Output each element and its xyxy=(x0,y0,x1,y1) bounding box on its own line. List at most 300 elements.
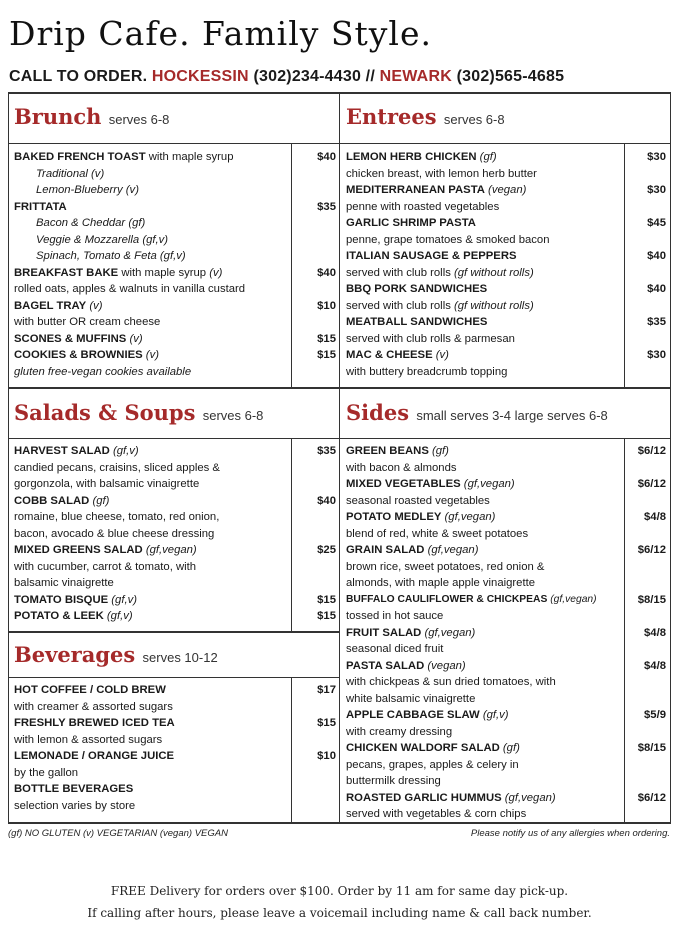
menu-item-price-row xyxy=(292,542,336,559)
menu-item-price-row xyxy=(625,542,666,559)
menu-item-price-row xyxy=(292,781,336,798)
menu-item-name: COBB SALAD xyxy=(14,494,90,507)
allergy-note: Please notify us of any allergies when ordering. xyxy=(470,828,670,839)
menu-item-diet-tag: (v) xyxy=(126,332,143,345)
menu-item-description: romaine, blue cheese, tomato, red onion, xyxy=(14,511,220,523)
menu-item-price-row xyxy=(625,658,666,675)
menu-item-price: $10 xyxy=(317,750,336,762)
menu-item-name: MIXED VEGETABLES xyxy=(346,478,461,490)
menu-item-description: white balsamic vinaigrette xyxy=(346,692,476,705)
menu-item-name-line xyxy=(14,199,245,216)
sides-items xyxy=(346,443,597,823)
menu-item-description: by the gallon xyxy=(14,766,79,779)
menu-item-price: $35 xyxy=(317,200,336,213)
menu-item-description: with lemon & assorted sugars xyxy=(14,733,163,746)
menu-item-description-line xyxy=(346,575,597,592)
menu-item-price-row xyxy=(625,592,666,609)
menu-item-price-row xyxy=(292,281,336,298)
menu-item-description-line xyxy=(14,476,220,493)
beverages-prices xyxy=(292,682,336,814)
menu-item-price-row xyxy=(292,460,336,477)
menu-item-price-row xyxy=(292,364,336,381)
menu-item-name-line xyxy=(346,542,597,559)
center-divider xyxy=(339,92,340,823)
menu-item-name-line xyxy=(14,715,175,732)
menu-item-name: COOKIES & BROWNIES xyxy=(14,349,143,361)
menu-item-description-line xyxy=(346,298,549,315)
menu-item-variant: Traditional (v) xyxy=(36,167,105,180)
entrees-prices xyxy=(625,149,666,380)
menu-item-price-row xyxy=(625,691,666,708)
menu-item-price-row xyxy=(625,298,666,315)
menu-item-price-row xyxy=(292,559,336,576)
phone-newark[interactable]: (302)565-4685 xyxy=(456,68,565,85)
menu-item-description-line xyxy=(346,493,597,510)
menu-item-name-line xyxy=(346,740,597,757)
menu-item-name-line xyxy=(346,149,549,166)
menu-item-price-row xyxy=(625,476,666,493)
menu-item-description: with maple syrup xyxy=(145,151,234,163)
menu-item-name: PASTA SALAD xyxy=(346,659,425,672)
menu-item-description-line xyxy=(346,166,549,183)
menu-item-description: rolled oats, apples & walnuts in vanilla custard xyxy=(14,283,246,295)
menu-item-name-line xyxy=(14,149,245,166)
menu-item-description: almonds, with maple apple vinaigrette xyxy=(346,577,536,589)
menu-item-description-line xyxy=(346,691,597,708)
menu-item-price: $6/12 xyxy=(637,791,666,804)
menu-item-price-row xyxy=(292,526,336,543)
menu-item-description-line xyxy=(14,559,220,576)
menu-item-description: seasonal diced fruit xyxy=(346,643,444,655)
menu-item-price-row xyxy=(292,476,336,493)
menu-item-diet-tag: (gf,vegan) xyxy=(142,544,197,556)
beverages-serves: serves 10-12 xyxy=(142,650,218,665)
menu-item-price-row xyxy=(625,526,666,543)
menu-item-description: with butter OR cream cheese xyxy=(14,316,161,328)
menu-item-price-row xyxy=(625,674,666,691)
menu-item-description-line xyxy=(14,314,245,331)
menu-item-name: ITALIAN SAUSAGE & PEPPERS xyxy=(346,250,517,262)
menu-item-name: ROASTED GARLIC HUMMUS xyxy=(346,791,502,804)
menu-item-price-row xyxy=(625,757,666,774)
menu-item-diet-tag: (gf) xyxy=(89,494,110,507)
menu-item-description: penne, grape tomatoes & smoked bacon xyxy=(346,233,550,246)
menu-item-price-row xyxy=(292,493,336,510)
menu-item-diet-tag: (gf,vegan) xyxy=(460,478,515,490)
menu-item-name: HOT COFFEE / COLD BREW xyxy=(14,684,166,696)
menu-item-name: APPLE CABBAGE SLAW xyxy=(346,709,480,721)
menu-item-description-line xyxy=(346,232,549,249)
menu-item-description-line xyxy=(346,559,597,576)
menu-item-description: with bacon & almonds xyxy=(346,461,457,474)
menu-item-description-line xyxy=(346,773,597,790)
menu-item-variant: Veggie & Mozzarella (gf,v) xyxy=(36,233,169,246)
menu-item-name: MEATBALL SANDWICHES xyxy=(346,316,488,328)
menu-item-description: blend of red, white & sweet potatoes xyxy=(346,527,529,540)
sides-serves: small serves 3-4 large serves 6-8 xyxy=(416,408,608,423)
menu-item-diet-tag: (v) xyxy=(209,266,223,279)
call-to-order xyxy=(9,68,564,86)
menu-item-diet-tag: (gf,v) xyxy=(479,709,509,721)
menu-item-name: BOTTLE BEVERAGES xyxy=(14,783,134,795)
menu-item-diet-tag: (gf,v) xyxy=(108,593,138,606)
menu-item-price: $40 xyxy=(317,151,336,163)
menu-item-diet-tag: (gf,vegan) xyxy=(547,593,597,605)
menu-item-price: $15 xyxy=(317,717,336,729)
menu-item-name: BAKED FRENCH TOAST xyxy=(14,151,146,163)
menu-item-price: $40 xyxy=(647,250,666,262)
menu-item-price-row xyxy=(292,199,336,216)
section-salads-header xyxy=(14,400,263,425)
menu-item-price-row xyxy=(292,699,336,716)
menu-item-price-row xyxy=(625,364,666,381)
menu-item-price-row xyxy=(292,748,336,765)
menu-item-name: BAGEL TRAY xyxy=(14,299,87,312)
menu-item-description-line xyxy=(346,724,597,741)
menu-item-description: bacon, avocado & blue cheese dressing xyxy=(14,527,215,540)
menu-item-price: $15 xyxy=(317,349,336,361)
menu-item-description-line xyxy=(14,215,245,232)
menu-item-description: pecans, grapes, apples & celery in xyxy=(346,758,519,771)
menu-item-description: balsamic vinaigrette xyxy=(14,577,114,589)
menu-item-name: BUFFALO CAULIFLOWER & CHICKPEAS xyxy=(346,593,548,605)
menu-item-description: brown rice, sweet potatoes, red onion & xyxy=(346,560,545,573)
menu-item-price-row xyxy=(292,331,336,348)
footer-delivery: FREE Delivery for orders over $100. Order by 11 am for same day pick-up. xyxy=(110,884,569,898)
menu-item-description-line xyxy=(346,331,549,348)
menu-item-diet-tag: (gf,vegan) xyxy=(421,626,476,639)
menu-item-name-line xyxy=(14,265,245,282)
menu-item-name: MIXED GREENS SALAD xyxy=(14,544,143,556)
menu-item-name-line xyxy=(346,476,597,493)
location-hockessin: HOCKESSIN xyxy=(151,68,249,85)
menu-item-price: $10 xyxy=(317,299,336,312)
menu-item-price: $6/12 xyxy=(637,445,666,457)
menu-item-price-row xyxy=(625,740,666,757)
menu-item-diet-tag: (gf) xyxy=(499,742,520,754)
menu-item-price-row xyxy=(625,347,666,364)
menu-item-description: gorgonzola, with balsamic vinaigrette xyxy=(14,478,200,490)
menu-item-price-row xyxy=(625,493,666,510)
brunch-prices xyxy=(292,149,336,380)
menu-item-price: $25 xyxy=(317,544,336,556)
salads-prices xyxy=(292,443,336,625)
menu-item-description: tossed in hot sauce xyxy=(346,610,444,622)
menu-item-description: selection varies by store xyxy=(14,799,136,812)
menu-item-price: $15 xyxy=(317,593,336,606)
menu-item-price-row xyxy=(625,559,666,576)
menu-item-description-line xyxy=(14,166,245,183)
menu-item-name-line xyxy=(346,347,549,364)
menu-item-price-row xyxy=(625,166,666,183)
phone-hockessin[interactable]: (302)234-4430 // xyxy=(253,68,375,85)
menu-item-description-line xyxy=(14,248,245,265)
menu-item-price: $40 xyxy=(317,494,336,507)
menu-item-price-row xyxy=(292,682,336,699)
menu-item-name: TOMATO BISQUE xyxy=(14,593,109,606)
menu-item-description-line xyxy=(14,364,245,381)
menu-item-price-row xyxy=(292,232,336,249)
menu-item-price-row xyxy=(625,509,666,526)
menu-item-diet-tag: (gf) xyxy=(428,445,449,457)
brunch-serves: serves 6-8 xyxy=(108,112,170,127)
menu-item-price-row xyxy=(292,715,336,732)
menu-item-price-row xyxy=(625,460,666,477)
menu-item-description-line xyxy=(346,199,549,216)
menu-item-name-line xyxy=(346,592,597,609)
menu-item-name: POTATO & LEEK xyxy=(14,610,104,622)
mid-header-underline xyxy=(8,438,671,439)
menu-item-price-row xyxy=(625,641,666,658)
menu-item-diet-tag: (gf without rolls) xyxy=(454,266,534,279)
menu-item-diet-tag: (gf,v) xyxy=(103,610,133,622)
menu-item-name-line xyxy=(14,331,245,348)
menu-item-price-row xyxy=(625,707,666,724)
menu-item-diet-tag: (v) xyxy=(86,299,103,312)
menu-item-name: GARLIC SHRIMP PASTA xyxy=(346,217,476,229)
menu-item-description: with creamy dressing xyxy=(346,725,453,738)
menu-item-name-line xyxy=(14,443,220,460)
menu-item-price: $35 xyxy=(647,316,666,328)
menu-item-name: GRAIN SALAD xyxy=(346,544,425,556)
menu-item-price: $5/9 xyxy=(644,709,666,721)
menu-item-description-line xyxy=(346,526,597,543)
menu-item-price-row xyxy=(625,443,666,460)
menu-item-price: $6/12 xyxy=(637,544,666,556)
menu-item-price-row xyxy=(625,199,666,216)
menu-item-description: served with club rolls & parmesan xyxy=(346,332,515,345)
menu-item-name-line xyxy=(346,281,549,298)
menu-item-name-line xyxy=(346,215,549,232)
menu-item-diet-tag: (v) xyxy=(432,349,449,361)
entrees-items xyxy=(346,149,549,380)
menu-item-description: with maple syrup xyxy=(118,266,210,279)
brunch-items xyxy=(14,149,245,380)
entrees-serves: serves 6-8 xyxy=(443,112,505,127)
menu-item-name: HARVEST SALAD xyxy=(14,445,110,457)
menu-item-description: served with club rolls xyxy=(346,266,454,279)
menu-item-price-row xyxy=(625,149,666,166)
menu-item-price: $15 xyxy=(317,332,336,345)
menu-item-price-row xyxy=(292,347,336,364)
menu-item-name-line xyxy=(14,347,245,364)
menu-item-description: chicken breast, with lemon herb butter xyxy=(346,167,537,180)
menu-item-description-line xyxy=(346,674,597,691)
sides-title: Sides xyxy=(346,400,410,425)
menu-item-diet-tag: (v) xyxy=(142,349,159,361)
menu-item-price-row xyxy=(625,215,666,232)
menu-item-price-row xyxy=(625,625,666,642)
menu-item-price-row xyxy=(625,314,666,331)
menu-item-price-row xyxy=(292,509,336,526)
salads-title: Salads & Soups xyxy=(14,400,196,425)
menu-item-price-row xyxy=(625,265,666,282)
menu-item-description-line xyxy=(14,182,245,199)
menu-item-description-line xyxy=(14,460,220,477)
menu-item-description-line xyxy=(14,232,245,249)
menu-item-price: $15 xyxy=(317,610,336,622)
menu-item-description: served with club rolls xyxy=(346,299,454,312)
menu-item-variant: Lemon-Blueberry (v) xyxy=(36,184,139,196)
menu-item-name-line xyxy=(14,592,220,609)
menu-item-name: POTATO MEDLEY xyxy=(346,511,442,523)
menu-item-price-row xyxy=(292,248,336,265)
menu-item-price-row xyxy=(292,732,336,749)
menu-item-name-line xyxy=(14,542,220,559)
section-brunch-header xyxy=(14,104,169,129)
menu-item-price-row xyxy=(292,592,336,609)
menu-item-name: BREAKFAST BAKE xyxy=(14,266,119,279)
menu-item-name: SCONES & MUFFINS xyxy=(14,332,127,345)
menu-item-price-row xyxy=(625,232,666,249)
menu-item-name: LEMONADE / ORANGE JUICE xyxy=(14,750,175,762)
menu-item-description-line xyxy=(346,641,597,658)
menu-item-price-row xyxy=(292,608,336,625)
menu-item-description-line xyxy=(14,798,175,815)
menu-item-name: MEDITERRANEAN PASTA xyxy=(346,184,485,196)
menu-item-price: $8/15 xyxy=(637,593,666,606)
menu-item-description: candied pecans, craisins, sliced apples & xyxy=(14,461,220,474)
menu-item-price-row xyxy=(625,608,666,625)
menu-item-price-row xyxy=(292,182,336,199)
section-sides-header xyxy=(346,400,608,425)
menu-item-diet-tag: (vegan) xyxy=(484,184,527,196)
page-title: Drip Cafe. Family Style. xyxy=(9,14,432,53)
menu-item-price: $40 xyxy=(317,266,336,279)
menu-item-name-line xyxy=(346,707,597,724)
menu-item-price: $40 xyxy=(647,283,666,295)
menu-item-price-row xyxy=(292,765,336,782)
entrees-title: Entrees xyxy=(346,104,437,129)
menu-item-name-line xyxy=(14,748,175,765)
beverages-divider xyxy=(8,631,340,633)
menu-item-description-line xyxy=(346,806,597,823)
menu-item-price-row xyxy=(625,248,666,265)
menu-item-name-line xyxy=(346,509,597,526)
menu-item-description: with creamer & assorted sugars xyxy=(14,700,173,713)
menu-item-diet-tag: (gf,vegan) xyxy=(424,544,479,556)
call-prefix: CALL TO ORDER. xyxy=(9,68,148,85)
menu-item-price-row xyxy=(625,724,666,741)
section-entrees-header xyxy=(346,104,505,129)
menu-item-price-row xyxy=(625,182,666,199)
mid-divider xyxy=(8,387,671,389)
menu-item-price: $6/12 xyxy=(637,478,666,490)
menu-item-price: $45 xyxy=(647,217,666,229)
menu-item-diet-tag: (gf,v) xyxy=(109,445,139,457)
menu-item-price: $17 xyxy=(317,684,336,696)
menu-item-price: $35 xyxy=(317,445,336,457)
menu-item-name-line xyxy=(346,790,597,807)
menu-item-name-line xyxy=(346,182,549,199)
menu-item-description-line xyxy=(346,265,549,282)
menu-item-description: served with vegetables & corn chips xyxy=(346,808,527,820)
menu-item-price-row xyxy=(292,265,336,282)
menu-item-price: $30 xyxy=(647,184,666,196)
menu-item-name-line xyxy=(346,248,549,265)
menu-item-description-line xyxy=(14,765,175,782)
menu-item-price: $8/15 xyxy=(637,742,666,754)
salads-serves: serves 6-8 xyxy=(202,408,264,423)
menu-item-price-row xyxy=(292,298,336,315)
menu-item-description: with cucumber, carrot & tomato, with xyxy=(14,560,197,573)
menu-item-price-row xyxy=(625,575,666,592)
menu-item-price-row xyxy=(292,149,336,166)
menu-item-description-line xyxy=(346,364,549,381)
section-beverages-header xyxy=(14,642,218,667)
menu-item-diet-tag: (vegan) xyxy=(424,659,466,672)
menu-item-description-line xyxy=(346,608,597,625)
menu-item-description-line xyxy=(346,460,597,477)
menu-item-price-row xyxy=(625,806,666,823)
menu-item-name: MAC & CHEESE xyxy=(346,349,433,361)
menu-item-price-row xyxy=(625,331,666,348)
menu-item-description: penne with roasted vegetables xyxy=(346,200,500,213)
menu-item-name: CHICKEN WALDORF SALAD xyxy=(346,742,500,754)
menu-item-name-line xyxy=(346,625,597,642)
menu-item-price-row xyxy=(625,790,666,807)
menu-item-price: $4/8 xyxy=(644,626,666,639)
menu-item-description-line xyxy=(14,509,220,526)
menu-item-name: FRUIT SALAD xyxy=(346,626,422,639)
menu-item-diet-tag: (gf) xyxy=(476,151,497,163)
footer-voicemail: If calling after hours, please leave a voicemail including name & call back number. xyxy=(87,906,592,920)
sides-prices xyxy=(625,443,666,823)
menu-item-name: GREEN BEANS xyxy=(346,445,429,457)
menu-item-price-row xyxy=(292,798,336,815)
menu-item-name: FRESHLY BREWED ICED TEA xyxy=(14,717,175,729)
menu-item-description: seasonal roasted vegetables xyxy=(346,494,490,507)
menu-item-name-line xyxy=(346,658,597,675)
menu-item-description-line xyxy=(14,575,220,592)
menu-item-diet-tag: (gf,vegan) xyxy=(501,791,556,804)
menu-item-price: $30 xyxy=(647,349,666,361)
top-header-underline xyxy=(8,143,671,144)
menu-item-price-row xyxy=(625,281,666,298)
menu-item-price-row xyxy=(625,773,666,790)
menu-item-description-line xyxy=(14,526,220,543)
menu-item-name: FRITTATA xyxy=(14,200,67,213)
menu-item-price-row xyxy=(292,166,336,183)
menu-item-variant: Bacon & Cheddar (gf) xyxy=(36,217,146,229)
menu-item-note: gluten free-vegan cookies available xyxy=(14,365,192,378)
beverages-title: Beverages xyxy=(14,642,136,667)
menu-item-name-line xyxy=(14,781,175,798)
brunch-title: Brunch xyxy=(14,104,102,129)
menu-item-description-line xyxy=(346,757,597,774)
menu-item-name-line xyxy=(14,608,220,625)
diet-legend: (gf) NO GLUTEN (v) VEGETARIAN (vegan) VEGAN xyxy=(8,828,228,839)
menu-item-name-line xyxy=(14,298,245,315)
menu-item-name-line xyxy=(346,314,549,331)
menu-item-description: buttermilk dressing xyxy=(346,775,441,787)
menu-item-price: $4/8 xyxy=(644,511,666,523)
menu-item-description-line xyxy=(14,281,245,298)
menu-item-description-line xyxy=(14,732,175,749)
menu-item-name-line xyxy=(346,443,597,460)
menu-item-name: LEMON HERB CHICKEN xyxy=(346,151,477,163)
location-newark: NEWARK xyxy=(379,68,452,85)
menu-item-price-row xyxy=(292,314,336,331)
menu-item-diet-tag: (gf without rolls) xyxy=(454,299,534,312)
menu-item-name-line xyxy=(14,493,220,510)
menu-item-diet-tag: (gf,vegan) xyxy=(441,511,496,523)
menu-item-name-line xyxy=(14,682,175,699)
beverages-items xyxy=(14,682,175,814)
menu-item-variant: Spinach, Tomato & Feta (gf,v) xyxy=(36,250,186,262)
menu-item-price-row xyxy=(292,575,336,592)
menu-item-description-line xyxy=(14,699,175,716)
